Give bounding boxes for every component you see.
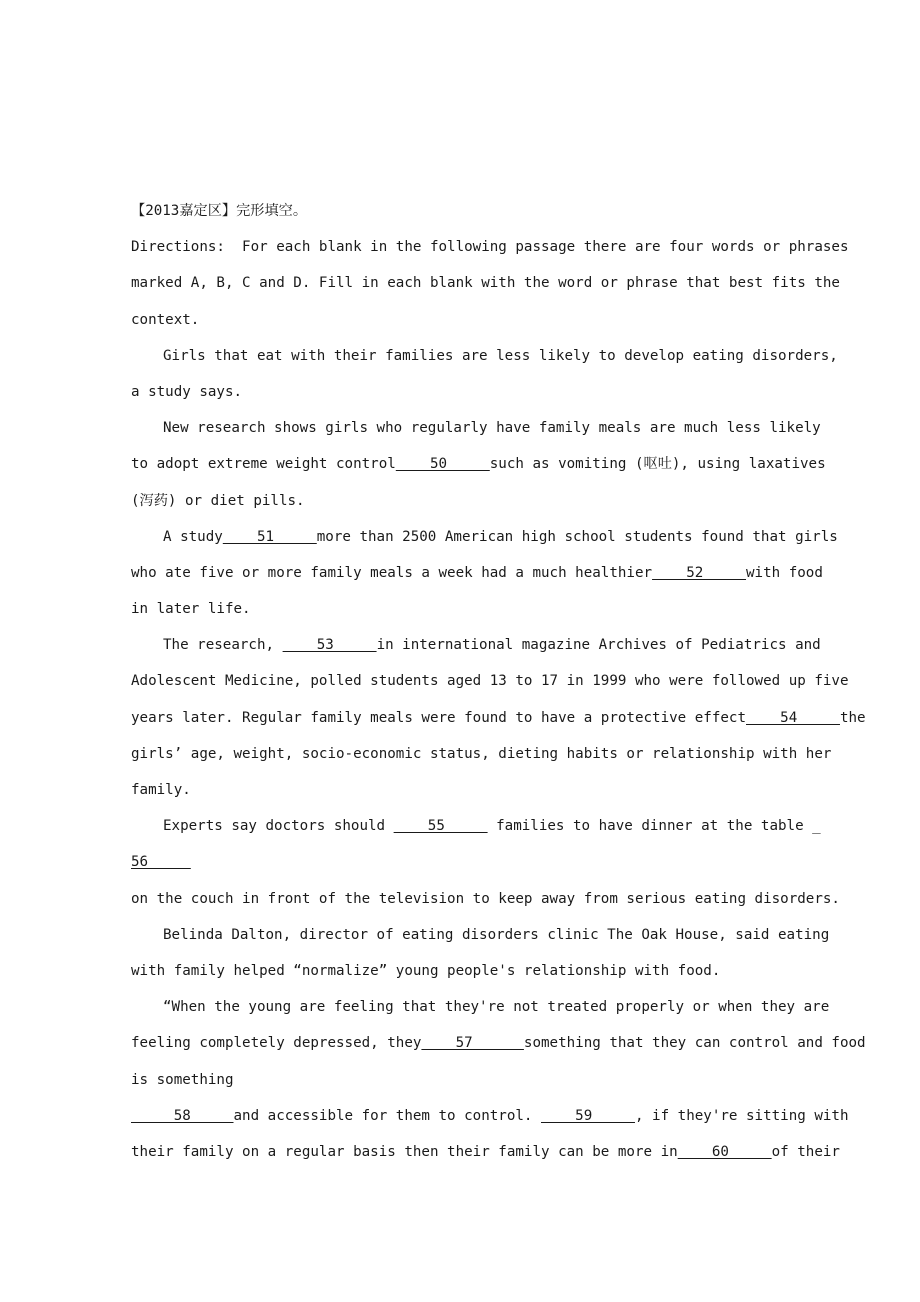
text-line	[131, 851, 796, 887]
text-segment: Girls that eat with their families are less likely to develop eating disorders,	[163, 347, 838, 364]
text-segment: of their	[771, 1143, 840, 1160]
section-header: 【2013嘉定区】完形填空。	[131, 203, 308, 219]
answer-blank[interactable]: 57	[421, 1035, 524, 1052]
text-line	[131, 490, 796, 526]
text-segment: New research shows girls who regularly have family meals are much less likely	[163, 420, 821, 437]
text-segment: more than 2500 American high school students found that girls	[316, 528, 838, 545]
text-segment: is something	[131, 1071, 234, 1088]
text-line	[131, 526, 838, 562]
text-segment: (泻药) or diet pills.	[131, 492, 305, 509]
answer-blank[interactable]: 54	[746, 709, 840, 726]
answer-blank[interactable]: 53	[282, 637, 377, 654]
answer-blank[interactable]: 56	[131, 854, 191, 871]
document-page	[131, 200, 866, 1177]
text-segment: Belinda Dalton, director of eating disorders clinic The Oak House, said eating	[163, 926, 830, 943]
answer-blank[interactable]: 52	[652, 564, 747, 581]
text-segment: families to have dinner at the table _	[487, 818, 821, 835]
answer-blank[interactable]: 55	[393, 818, 488, 835]
text-segment: Directions: For each blank in the following passage there are four words or phrases	[131, 239, 849, 256]
text-segment: in international magazine Archives of Pediatrics and	[376, 637, 821, 654]
text-segment: girls’ age, weight, socio-economic status, dieting habits or relationship with her	[131, 745, 832, 762]
text-segment: to adopt extreme weight control	[131, 456, 396, 473]
text-line	[131, 1105, 849, 1141]
text-segment: something that they can control and food	[523, 1035, 866, 1052]
text-segment: who ate five or more family meals a week had a much healthier	[131, 564, 653, 581]
text-segment: the	[839, 709, 866, 726]
text-segment: Adolescent Medicine, polled students aged 13 to 17 in 1999 who were followed up five	[131, 673, 849, 690]
text-line	[131, 670, 849, 706]
answer-blank[interactable]: 60	[677, 1143, 772, 1160]
answer-blank[interactable]: 50	[395, 456, 490, 473]
text-line	[131, 236, 849, 272]
text-line	[131, 924, 830, 960]
text-segment: with family helped “normalize” young people's relationship with food.	[131, 962, 721, 979]
text-line	[131, 743, 832, 779]
text-line	[131, 598, 796, 634]
answer-blank[interactable]: 59	[541, 1107, 635, 1124]
text-line	[131, 309, 796, 345]
text-segment: a study says.	[131, 383, 243, 400]
text-segment: their family on a regular basis then their family can be more in	[131, 1143, 678, 1160]
text-segment: The research,	[163, 637, 283, 654]
text-segment: and accessible for them to control.	[233, 1107, 541, 1124]
text-line	[131, 888, 840, 924]
text-line	[131, 996, 830, 1032]
answer-blank[interactable]: 58	[131, 1107, 234, 1124]
text-segment: years later. Regular family meals were found to have a protective effect	[131, 709, 746, 726]
text-segment: on the couch in front of the television to keep away from serious eating disorders.	[131, 890, 840, 907]
text-segment: Experts say doctors should	[163, 818, 394, 835]
text-segment: such as vomiting (呕吐), using laxatives	[489, 456, 826, 473]
answer-blank[interactable]: 51	[222, 528, 317, 545]
text-segment: “When the young are feeling that they're not treated properly or when they are	[163, 999, 830, 1016]
text-line	[131, 345, 838, 381]
text-segment: context.	[131, 311, 200, 328]
text-line	[131, 381, 796, 417]
text-segment: A study	[163, 528, 223, 545]
text-line	[131, 417, 821, 453]
text-segment: in later life.	[131, 601, 251, 618]
text-line	[131, 707, 866, 743]
text-segment: marked A, B, C and D. Fill in each blank with the word or phrase that best fits the	[131, 275, 840, 292]
text-line	[131, 272, 840, 308]
text-line	[131, 1141, 840, 1177]
passage-body	[131, 236, 866, 1177]
text-line	[131, 453, 826, 489]
text-line	[131, 779, 796, 815]
text-line	[131, 634, 821, 670]
text-line	[131, 1032, 866, 1068]
text-segment: with food	[746, 564, 823, 581]
text-line	[131, 1069, 796, 1105]
text-segment: family.	[131, 782, 191, 798]
text-line	[131, 562, 823, 598]
text-segment: , if they're sitting with	[634, 1107, 849, 1124]
text-line	[131, 960, 796, 996]
text-line	[131, 815, 821, 851]
text-segment: feeling completely depressed, they	[131, 1035, 422, 1052]
